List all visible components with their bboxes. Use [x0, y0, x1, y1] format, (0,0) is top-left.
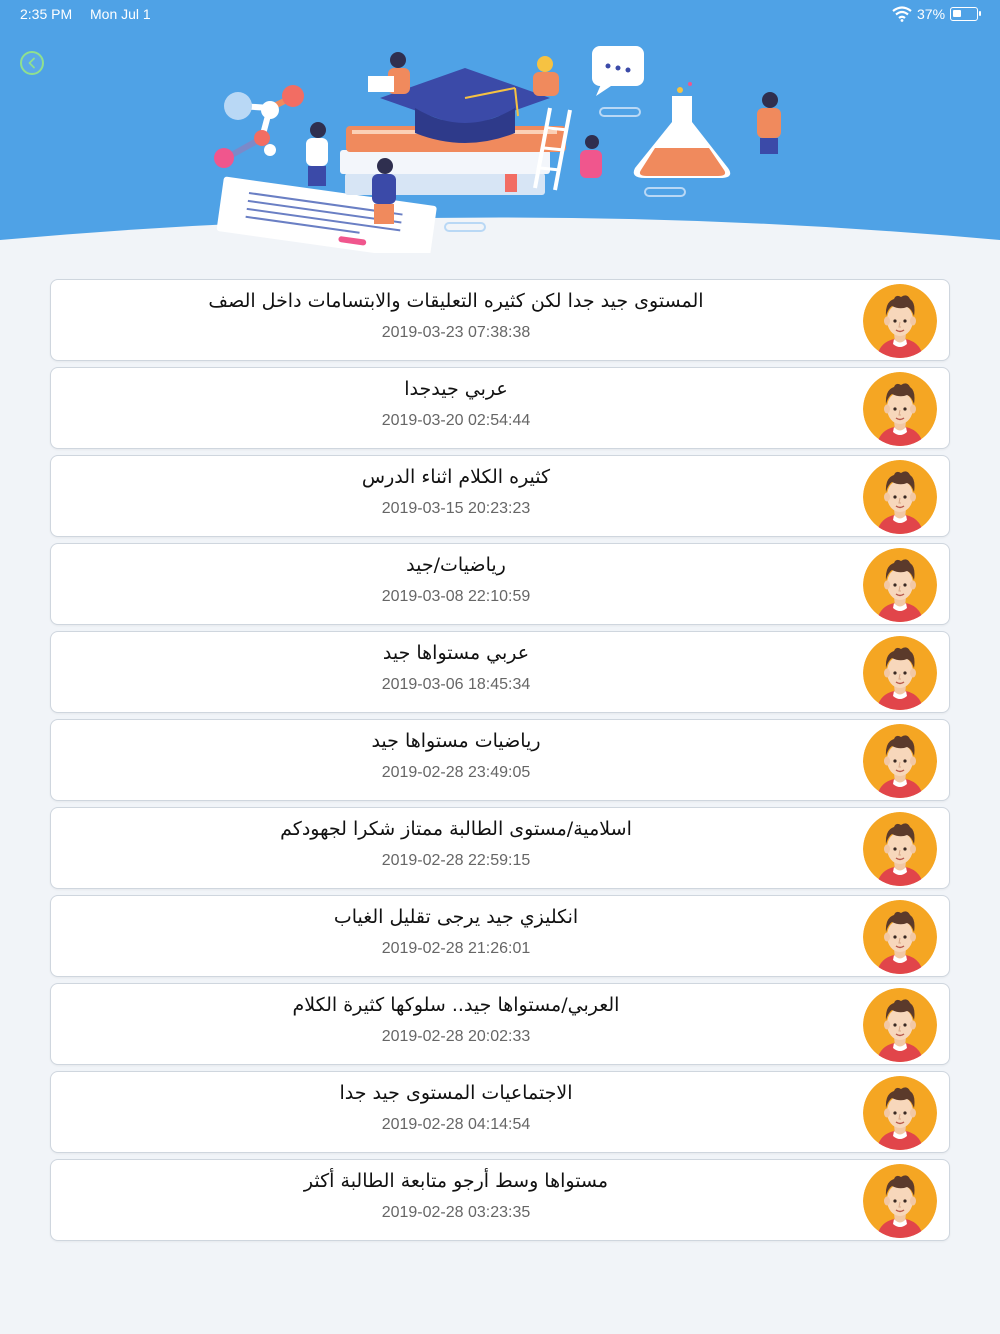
avatar — [863, 724, 937, 798]
comment-text: الاجتماعيات المستوى جيد جدا — [339, 1082, 573, 1104]
teacher-avatar-icon — [863, 812, 937, 886]
teacher-avatar-icon — [863, 988, 937, 1062]
wifi-icon — [892, 6, 912, 22]
status-bar — [0, 0, 1000, 30]
avatar — [863, 636, 937, 710]
comment-card[interactable] — [50, 279, 950, 361]
avatar — [863, 372, 937, 446]
comment-text-block — [51, 456, 861, 538]
status-time: 2:35 PM — [20, 6, 73, 22]
comment-text: مستواها وسط أرجو متابعة الطالبة أكثر — [303, 1170, 609, 1192]
comment-card[interactable] — [50, 455, 950, 537]
comment-timestamp: 2019-03-06 18:45:34 — [381, 676, 531, 693]
avatar — [863, 900, 937, 974]
status-date: Mon Jul 1 — [90, 6, 151, 22]
comment-timestamp: 2019-03-23 07:38:38 — [381, 324, 531, 341]
comment-text-block — [51, 808, 861, 890]
comment-text: اسلامية/مستوى الطالبة ممتاز شكرا لجهودكم — [280, 818, 632, 840]
teacher-avatar-icon — [863, 1076, 937, 1150]
comment-card[interactable] — [50, 983, 950, 1065]
comment-text: رياضيات مستواها جيد — [371, 730, 541, 752]
avatar — [863, 284, 937, 358]
comment-text: المستوى جيد جدا لكن كثيره التعليقات والابتسامات داخل الصف — [208, 290, 704, 312]
comment-timestamp: 2019-02-28 23:49:05 — [381, 764, 531, 781]
comment-card[interactable] — [50, 1071, 950, 1153]
comment-text: رياضيات/جيد — [406, 554, 506, 576]
comment-text: العربي/مستواها جيد.. سلوكها كثيرة الكلام — [292, 994, 620, 1016]
teacher-avatar-icon — [863, 460, 937, 534]
comment-text: كثيره الكلام اثناء الدرس — [361, 466, 551, 488]
avatar — [863, 1076, 937, 1150]
comment-timestamp: 2019-02-28 04:14:54 — [381, 1116, 531, 1133]
teacher-avatar-icon — [863, 636, 937, 710]
comment-timestamp: 2019-02-28 20:02:33 — [381, 1028, 531, 1045]
chevron-left-icon — [26, 57, 38, 69]
comment-text-block — [51, 1160, 861, 1242]
comment-timestamp: 2019-03-08 22:10:59 — [381, 588, 531, 605]
avatar — [863, 460, 937, 534]
avatar — [863, 988, 937, 1062]
education-illustration — [200, 38, 810, 253]
avatar — [863, 812, 937, 886]
comment-list — [50, 279, 950, 1247]
teacher-avatar-icon — [863, 372, 937, 446]
comment-card[interactable] — [50, 719, 950, 801]
comment-text: عربي مستواها جيد — [382, 642, 530, 664]
comment-text-block — [51, 632, 861, 714]
comment-card[interactable] — [50, 631, 950, 713]
teacher-avatar-icon — [863, 548, 937, 622]
comment-card[interactable] — [50, 543, 950, 625]
teacher-avatar-icon — [863, 900, 937, 974]
comment-timestamp: 2019-03-15 20:23:23 — [381, 500, 531, 517]
comment-timestamp: 2019-02-28 03:23:35 — [381, 1204, 531, 1221]
comment-timestamp: 2019-03-20 02:54:44 — [381, 412, 531, 429]
back-button[interactable] — [20, 51, 44, 75]
comment-timestamp: 2019-02-28 21:26:01 — [381, 940, 531, 957]
header — [0, 0, 1000, 280]
comment-card[interactable] — [50, 807, 950, 889]
comment-card[interactable] — [50, 1159, 950, 1241]
avatar — [863, 548, 937, 622]
comment-card[interactable] — [50, 367, 950, 449]
comment-text-block — [51, 280, 861, 362]
comment-text: انكليزي جيد يرجى تقليل الغياب — [333, 906, 579, 928]
comment-card[interactable] — [50, 895, 950, 977]
comment-text-block — [51, 544, 861, 626]
battery-level — [953, 10, 961, 17]
comment-text-block — [51, 984, 861, 1066]
teacher-avatar-icon — [863, 284, 937, 358]
teacher-avatar-icon — [863, 1164, 937, 1238]
comment-text-block — [51, 896, 861, 978]
comment-text-block — [51, 368, 861, 450]
avatar — [863, 1164, 937, 1238]
comment-text-block — [51, 1072, 861, 1154]
battery-icon — [950, 7, 978, 21]
battery-percent: 37% — [917, 6, 946, 22]
teacher-avatar-icon — [863, 724, 937, 798]
comment-timestamp: 2019-02-28 22:59:15 — [381, 852, 531, 869]
comment-text: عربي جيدجدا — [404, 378, 508, 400]
comment-text-block — [51, 720, 861, 802]
